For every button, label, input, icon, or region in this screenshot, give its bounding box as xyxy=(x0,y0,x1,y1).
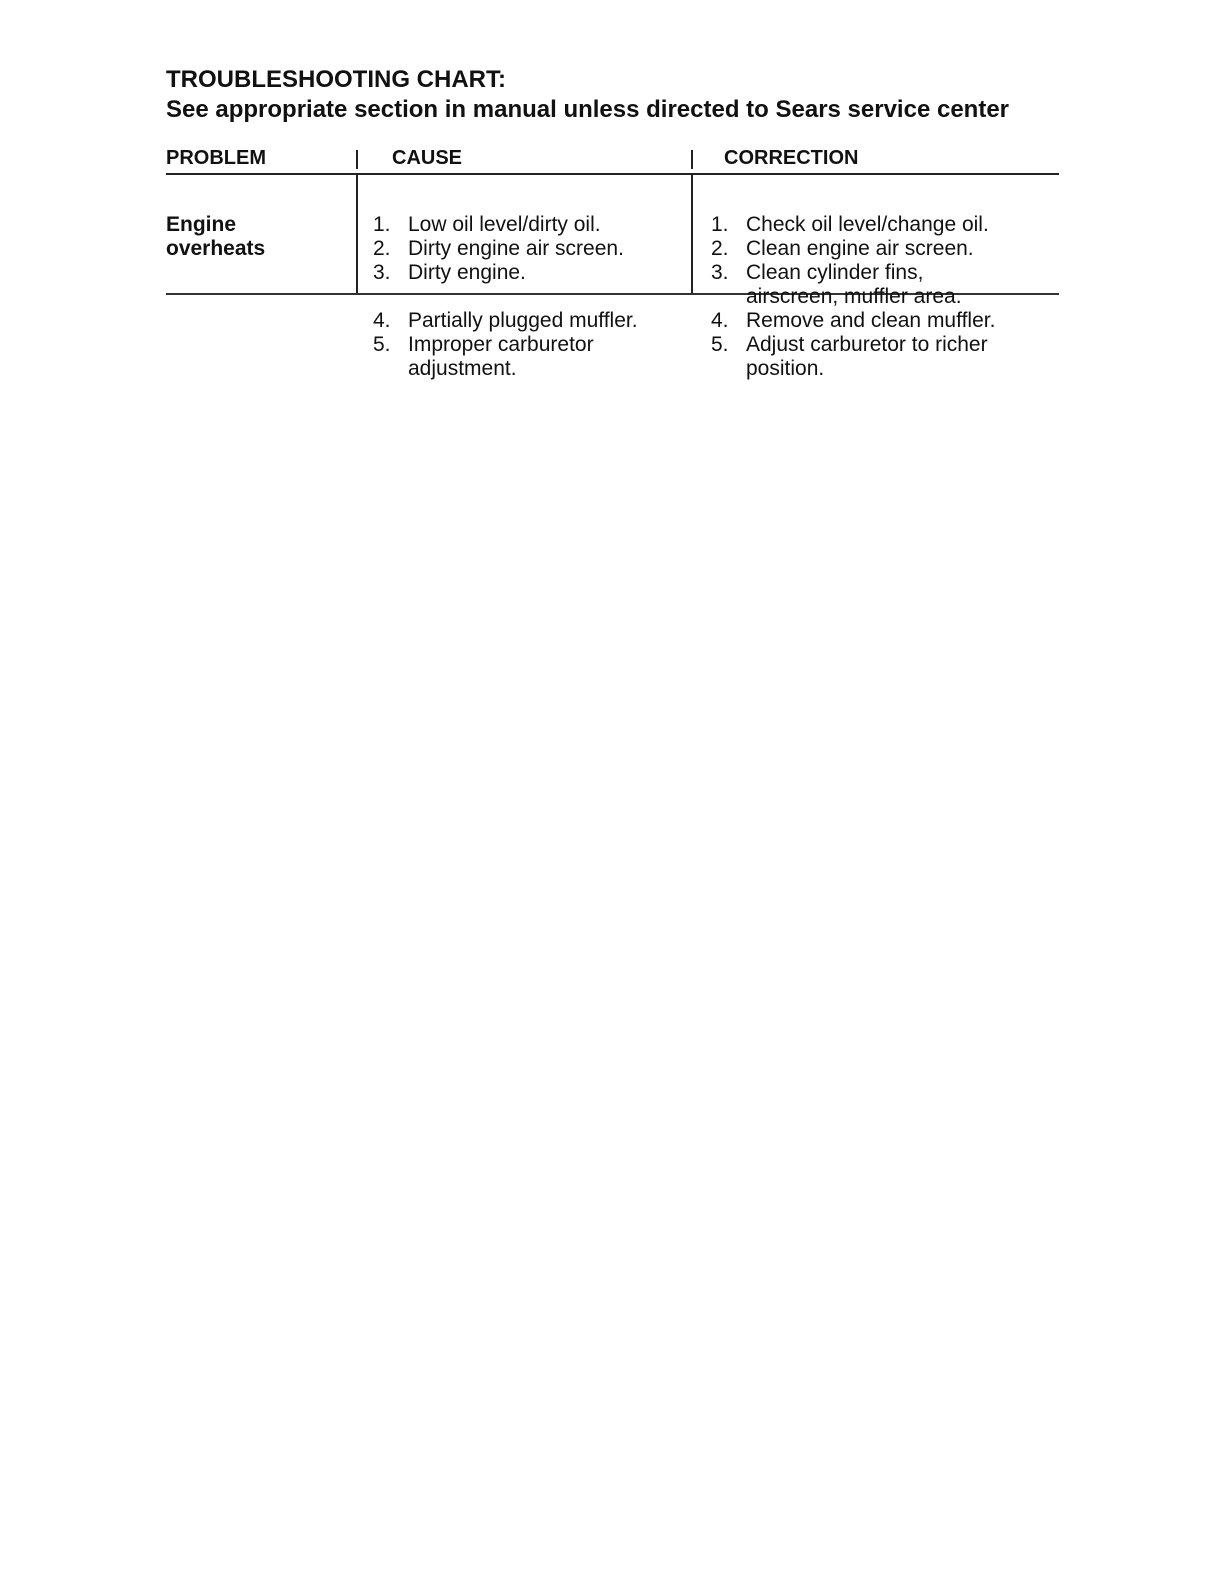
item-number: 2. xyxy=(373,237,391,260)
item-line: Improper carburetor xyxy=(408,333,594,356)
header-problem: PROBLEM xyxy=(166,147,266,169)
header-cause: CAUSE xyxy=(392,147,463,169)
item-number: 4. xyxy=(373,309,391,332)
chart-title: TROUBLESHOOTING CHART: xyxy=(166,66,506,93)
item-line: Dirty engine air screen. xyxy=(408,237,624,260)
problem-line: Engine xyxy=(166,213,237,236)
troubleshooting-table xyxy=(166,146,1059,380)
item-number: 3. xyxy=(373,261,391,284)
item-line: Low oil level/dirty oil. xyxy=(408,213,601,236)
item-line: airscreen, muffler area. xyxy=(746,285,962,308)
table-header xyxy=(166,146,1059,175)
item-number: 3. xyxy=(711,261,729,284)
item-line: Partially plugged muffler. xyxy=(408,309,638,332)
item-line: Adjust carburetor to richer xyxy=(746,333,988,356)
column-divider xyxy=(691,175,693,293)
item-line: position. xyxy=(746,357,825,380)
table-row xyxy=(166,175,1059,380)
chart-subtitle: See appropriate section in manual unless directed to Sears service center xyxy=(166,96,1009,123)
item-number: 2. xyxy=(711,237,729,260)
item-line: Clean cylinder fins, xyxy=(746,261,924,284)
item-line: Remove and clean muffler. xyxy=(746,309,996,332)
problem-line: overheats xyxy=(166,237,266,260)
item-line: adjustment. xyxy=(408,357,517,380)
item-number: 1. xyxy=(373,213,391,236)
item-number: 1. xyxy=(711,213,729,236)
problem-cell xyxy=(166,213,351,261)
column-divider xyxy=(356,150,358,169)
column-divider xyxy=(356,175,358,293)
item-number: 5. xyxy=(711,333,729,356)
item-line: Dirty engine. xyxy=(408,261,526,284)
item-number: 4. xyxy=(711,309,729,332)
item-line: Clean engine air screen. xyxy=(746,237,974,260)
header-correction: CORRECTION xyxy=(724,147,859,169)
item-number: 5. xyxy=(373,333,391,356)
column-divider xyxy=(691,150,693,169)
item-line: Check oil level/change oil. xyxy=(746,213,989,236)
